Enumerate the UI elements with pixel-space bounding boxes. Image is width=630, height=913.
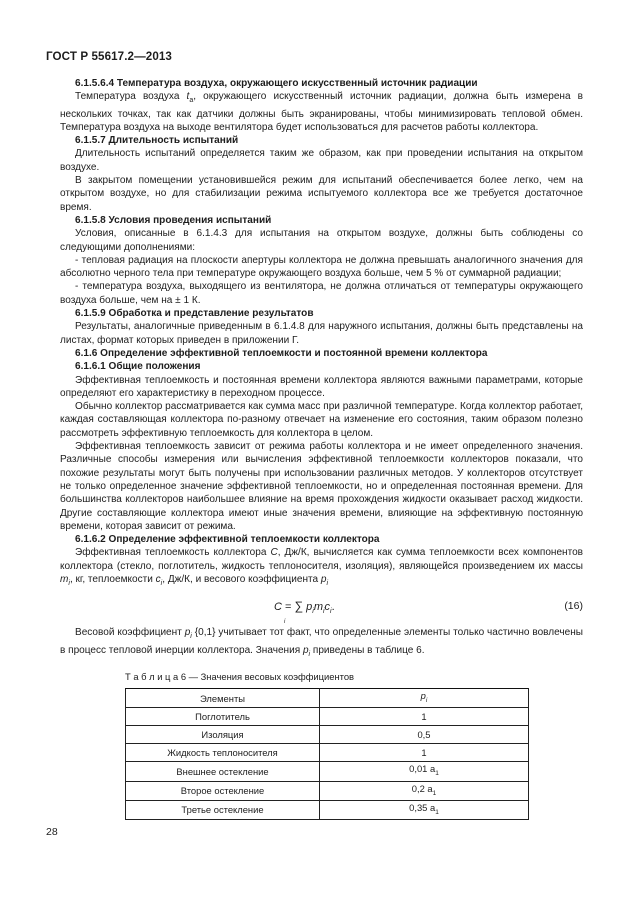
table-cell: Третье остекление [126, 800, 320, 819]
table-cell: 0,2 $a_1$ [320, 781, 529, 800]
document-body [60, 77, 583, 820]
section-heading: 6.1.5.7 Длительность испытаний [75, 135, 239, 147]
table-caption: Т а б л и ц а 6 — Значения весовых коэффициентов [125, 670, 355, 682]
table-cell: Поглотитель [126, 708, 320, 726]
table-cell: 0,35 $a_1$ [320, 800, 529, 819]
equation-number: (16) [564, 600, 583, 613]
table-cell: 0,5 [320, 726, 529, 744]
table-row [126, 726, 529, 744]
paragraph: Эффективная теплоемкость коллектора C, Дж/К, вычисляется как сумма теплоемкости всех компонентов коллектора (стекло, поглотитель, жидкость теплоносителя, изоляция), являющейся произведением их массы $m_i$, кг, теплоемкости $c_i$, Дж/К, и весового коэффициента $p_i$ [60, 547, 584, 587]
paragraph: Весовой коэффициент $p_i$ {0,1} учитывает тот факт, что определенные элементы только частично вовлечены в процесс тепловой инерции коллектора. Значения $p_i$ приведены в таблице 6. [60, 627, 584, 658]
paragraph: Результаты, аналогичные приведенным в 6.1.4.8 для наружного испытания, должны быть представлены на листах, формат которых приведен в приложении Г. [60, 321, 583, 346]
summation-symbol: ∑ [294, 599, 304, 614]
paragraph: Температура воздуха $t_a$, окружающего искусственный источник радиации, должна быть измерена в нескольких точках, так как датчики должны быть экранированы, чтобы минимизировать тепловой обмен. Температура воздуха на выходе вентилятора будет использоваться для расчетов работы коллектора. [60, 91, 583, 133]
section-heading: 6.1.5.6.4 Температура воздуха, окружающего искусственный источник радиации [75, 78, 478, 89]
table-row [126, 708, 529, 726]
table-header-row [126, 689, 529, 708]
paragraph: Эффективная теплоемкость и постоянная времени коллектора являются важными параметрами, которые определяют его характеристику в переходном процессе. [60, 374, 583, 399]
table-cell: 1 [320, 744, 529, 762]
paragraph: Условия, описанные в 6.1.4.3 для испытания на открытом воздухе, должны быть соблюдены со следующими дополнениями: [60, 228, 583, 253]
table-cell: Жидкость теплоносителя [126, 744, 320, 762]
equation-16 [60, 594, 583, 626]
paragraph: Длительность испытаний определяется таким же образом, как при проведении испытания на открытом воздухе. [60, 148, 583, 173]
table-cell: 0,01 $a_1$ [320, 762, 529, 781]
section-heading: 6.1.6 Определение эффективной теплоемкости и постоянной времени коллектора [75, 347, 488, 359]
paragraph: Эффективная теплоемкость зависит от режима работы коллектора и не имеет определенного значения. Различные способы измерения или вычисления эффективной теплоемкости коллекторов показали, что похожие результаты могут быть получены при использовании различных методов. У коллекторов отсутствует не только определенное значение эффективной теплоемкости, но и определенная постоянная времени. Для большинства коллекторов наибольшее влияние на время прохождения жидкости оказывает расход жидкости. Другие составляющие коллектора имеют иные значения времени, влияющие на эффективную постоянную времени, которая зависит от режима. [60, 441, 583, 532]
equation-expression: C = ∑ i $p_im_ic_i$. [274, 599, 335, 626]
table-row [126, 744, 529, 762]
page-number: 28 [46, 826, 58, 838]
section-heading: 6.1.5.9 Обработка и представление результатов [75, 308, 314, 320]
list-item: - температура воздуха, выходящего из вентилятора, не должна отличаться от температуры окружающего воздуха больше, чем на ± 1 К. [60, 281, 583, 306]
table-cell: Изоляция [126, 726, 320, 744]
table-row [126, 800, 529, 819]
table-cell: 1 [320, 708, 529, 726]
document-header: ГОСТ Р 55617.2—2013 [46, 50, 172, 63]
table-header-cell: Элементы [126, 689, 320, 708]
table-row [126, 781, 529, 800]
weight-coefficients-table [125, 688, 529, 820]
paragraph: Обычно коллектор рассматривается как сумма масс при различной температуре. Когда коллектор работает, каждая составляющая коллектора по-разному отвечает на изменение его состояния, таким образом полезно рассмотреть эффективную теплоемкость для коллектора в целом. [60, 401, 583, 439]
section-heading: 6.1.6.2 Определение эффективной теплоемкости коллектора [75, 534, 380, 546]
paragraph: В закрытом помещении установившейся режим для испытаний обеспечивается более легко, чем на открытом воздухе, но для стабилизации режима испытуемого коллектора все же требуется достаточное время. [60, 175, 583, 213]
table-header-cell: $p_i$ [320, 689, 529, 708]
table-row [126, 762, 529, 781]
list-item: - тепловая радиация на плоскости апертуры коллектора не должна превышать аналогичного значения для абсолютно черного тела при температуре окружающего воздуха больше, чем 5 % от суммарной радиации; [60, 254, 583, 280]
table-cell: Внешнее остекление [126, 762, 320, 781]
section-heading: 6.1.6.1 Общие положения [75, 361, 201, 373]
table-cell: Второе остекление [126, 781, 320, 800]
section-heading: 6.1.5.8 Условия проведения испытаний [75, 214, 272, 226]
